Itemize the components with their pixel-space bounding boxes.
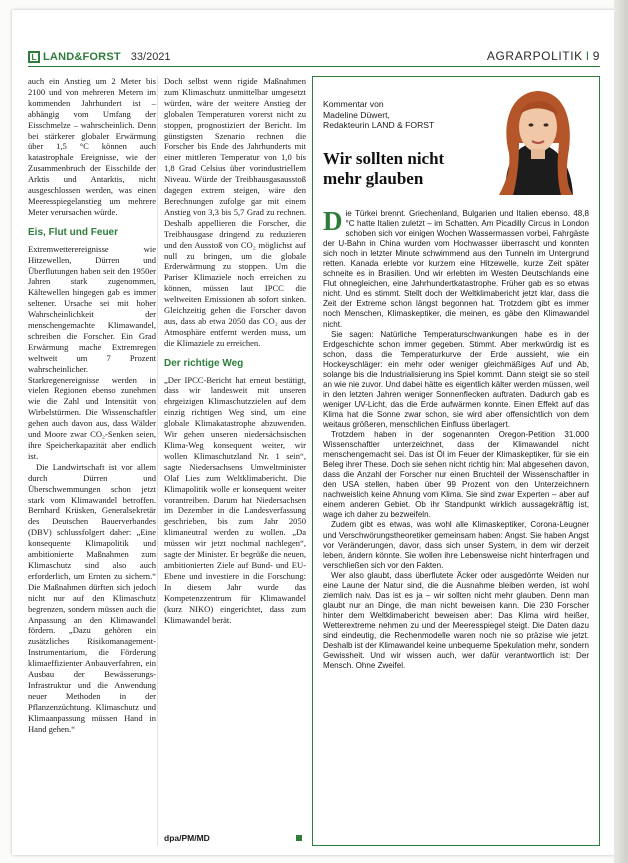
comment-text <box>323 209 589 839</box>
article-column-2 <box>164 76 306 846</box>
issue-number: 33/2021 <box>130 51 171 63</box>
paragraph: Die Landwirtschaft ist vor allem durch Dürren und Überschwemmungen schon jetzt stark vom Klimawandel betroffen. Bernhard Krüsken, Generalsekretär des Deutschen Bauerverbandes (DBV) schlussfolgert daher: „Eine konsequente Klimapolitik und ambitionierte Maßnahmen zum Klimaschutz sind also auch erforderlich, um Ernten zu sichern.“ Die Maßnahmen dürften sich jedoch nicht nur auf den Klimaschutz begrenzen, sondern müssen auch die Anpassung an den Klimawandel fördern. „Dazu gehören ein zusätzliches Risikomanagement-Instrumentarium, die Förderung klimaeffizienter Anbauverfahren, ein Ausbau der Bewässerungs-Infrastruktur und die Anwendung neuer Methoden in der Pflanzenzüchtung. Klimaschutz und Klimaanpassung müssen Hand in Hand gehen.“ <box>28 461 156 734</box>
column-divider <box>157 76 158 846</box>
masthead <box>28 50 171 64</box>
paragraph: Zudem gibt es etwas, was wohl alle Klimaskeptiker, Corona-Leugner und Verschwörungstheoretiker gemeinsam haben: Angst. Sie haben Angst vor Veränderungen, davor, dass sich unser System, in dem wir derzeit leben, ändern könnte. Sie wollen ihre Lebensweise nicht hinterfragen und verschließen sich vor den Fakten. <box>323 520 589 570</box>
author-name: Madeline Düwert, <box>323 109 390 120</box>
kicker-line: Kommentar von <box>323 99 384 109</box>
header-rule <box>28 66 600 67</box>
paragraph: auch ein Anstieg um 2 Meter bis 2100 und von mehreren Metern im kommenden Jahrhundert ist – abhängig vom Umfang der Eisschmelze – wahrscheinlich. Denn bei stärkerer globaler Erwärmung über 1,5 °C können auch katastrophale Ereignisse, wie der Zusammenbruch der Eisschilde der Arktis und Antarktis, nicht ausgeschlossen werden, was einen Meeresspiegelanstieg um mehrere Meter verursachen würde. <box>28 76 156 217</box>
section-header <box>487 49 600 63</box>
paragraph: Die Türkei brennt. Griechenland, Bulgarien und Italien ebenso. 48,8 °C hatte Italien zuletzt – im Schatten. Am Picadilly Circus in London schoben sich vor einigen Wochen Wassermassen vorbei, Fahrgäste der U-Bahn in China wurden vom Hochwasser überrascht und konnten sich noch in letzter Minute schwimmend aus den Tunneln im Untergrund retten. Kanada erlebte vor kurzem eine Hitzewelle, kurze Zeit später schneite es in Brasilien. Und wir erlebten im Westen Deutschlands eine Flut ohnegleichen, eine Jahrhundertkatastrophe. Früher gab es so etwas nicht. Und es stimmt. Stellt doch der Weltklimabericht jetzt klar, dass die Zeit der Extreme schon längst begonnen hat. Trotzdem gibt es immer noch Menschen, Klimaskeptiker, die meinen, es gäbe den Klimawandel nicht. <box>323 209 589 329</box>
paragraph: Extremwetterereignisse wie Hitzewellen, Dürren und Überflutungen haben seit den 1950er Jahren stark zugenommen, Kältewellen hingegen gab es immer seltener. Ursache sei mit hoher Wahrscheinlichkeit der menschengemachte Klimawandel, schreiben die Forscher. Ein Grad Erwärmung mache Extremregen weltweit um 7 Prozent wahrscheinlicher. Starkregenereignisse werden in vielen Regionen ebenso zunehmen wie die Zahl und Intensität von Wirbelstürmen. Die Wissenschaftler gehen auch davon aus, dass Wälder und Moore zwar CO₂-Senken seien, ihre Speicherkapazität aber endlich ist. <box>28 243 156 461</box>
section-separator: I <box>585 49 590 63</box>
end-mark-icon <box>296 835 302 841</box>
paragraph: Sie sagen: Natürliche Temperaturschwankungen habe es in der Erdgeschichte schon immer gegeben. Stimmt. Aber merkwürdig ist es schon, dass die Temperaturkurve der Erde aussieht, wie ein Hockeyschläger: ein mehr oder weniger gleichmäßiges Auf und Ab, solange bis die Industrialisierung ins Spiel kommt. Dann steigt sie so steil an wie nie zuvor. Und dabei hätte es eigentlich kälter werden müssen, weil in den letzten Jahren weniger Sonnenflecken auftraten. Dadurch gab es weniger UV-Licht, das die Erde aufwärmen konnte. Einen Effekt auf das Klima hat die Sonne zwar schon, sie wird aber offensichtlich von dem weitaus größeren, menschlichen Einfluss überlagert. <box>323 329 589 429</box>
paragraph: „Der IPCC-Bericht hat erneut bestätigt, dass wir landesweit mit unseren ehrgeizigen Klimaschutzzielen auf dem einzig richtigen Weg sind, um eine globale Klimakatastrophe abzuwenden. Wir gehen unseren niedersächsischen Klima-Weg konsequent weiter, wir wollen Klimaschutzland Nr. 1 sein“, sagte Niedersachsens Umweltminister Olaf Lies zum Weltklimabericht. Die Klimapolitik wolle er konsequent weiter vorantreiben. Darum hat Niedersachsen im Dezember in die Landesverfassung geschrieben, bis zum Jahr 2050 klimaneutral werden zu wollen. „Da müssen wir jetzt nochmal nachlegen“, sagte der Minister. Er begrüße die neuen, ambitionierten Ziele auf Bund- und EU-Ebene und investiere in die Forschung: In diesem Jahr wurde das Kompetenzzentrum für Klimawandel (kurz NIKO) eingerichtet, dass zum Klimawandel berät. <box>164 374 306 625</box>
drop-cap: D <box>323 209 343 236</box>
subheading: Der richtige Weg <box>164 357 244 369</box>
paragraph: Trotzdem haben in der sogenannten Oregon-Petition 31.000 Wissenschaftler unterzeichnet, dass der Klimawandel nicht menschengemacht sei. Das ist Öl im Feuer der Klimaskeptiker, für sie ein Beleg ihrer These. Doch sie sehen nicht richtig hin: Mal abgesehen davon, dass die Anzahl der Forscher nur einen Bruchteil der Wissenschaftler in den USA stellen, haben über 99 Prozent von den Unterzeichnern nachweislich keine Ahnung vom Klima. Sie sind zwar Experten – aber auf einem anderen Gebiet. Ob ihr Standpunkt wirklich aussagekräftig ist, wage ich daher zu bezweifeln. <box>323 430 589 520</box>
section-title: AGRARPOLITIK <box>486 49 583 63</box>
comment-headline: Wir sollten nicht mehr glauben <box>323 149 445 188</box>
page-spine <box>614 0 628 863</box>
article-byline: dpa/PM/MD <box>164 833 210 843</box>
brand-logo-icon: L <box>28 51 40 63</box>
brand-name: LAND&FORST <box>43 51 121 63</box>
page-number: 9 <box>592 49 600 63</box>
paragraph: Wer also glaubt, dass überflutete Äcker oder ausgedörrte Weiden nur eine Laune der Natur sind, die die Ausnahme bleiben werden, ist wohl ziemlich naiv. Das ist es ja – wir sollten nicht mehr glauben. Denn man glaubt nur an Dinge, die man nicht beweisen kann. Die 230 Forscher hinter dem Weltklimabericht beweisen aber: Das Klima wird heißer, Wetterextreme nehmen zu und der Meeresspiegel steigt. Die Daten dazu sind eindeutig, die Rechenmodelle waren noch nie so präzise wie jetzt. Deshalb ist der Klimawandel keine unbequeme Spekulation mehr, sondern Gewissheit. Und wir wissen auch, wer dafür verantwortlich ist: Der Mensch. Ohne Zweifel. <box>323 570 589 671</box>
comment-box <box>312 76 600 846</box>
paragraph: Doch selbst wenn rigide Maßnahmen zum Klimaschutz unmittelbar umgesetzt würden, wäre der weitere Anstieg der globalen Temperaturen vorerst nicht zu stoppen, prognostiziert der Bericht. Im günstigsten Szenario rechnen die Forscher bis Ende des Jahrhunderts mit einer mittleren Temperatur von 1,0 bis 1,8 Grad Celsius über vorindustriellem Niveau. Würde der Treibhausgasausstoß dagegen extrem steigen, wäre den Berechnungen zufolge gar mit einem Anstieg von 3,3 bis 5,7 Grad zu rechnen. Deshalb appellieren die Forscher, die Treibhausgase dringend zu reduzieren und den Ausstoß von CO₂ möglichst auf null zu bringen, um die globale Erderwärmung zu stoppen. Um die Pariser Klimaziele noch erreichen zu können, müssen laut IPCC die weltweiten Emissionen ab sofort sinken. Gleichzeitig gehen die Forscher davon aus, dass ab etwa 2050 das CO₂ aus der Atmosphäre entfernt werden muss, um die Klimaziele zu erreichen. <box>164 76 306 348</box>
comment-header <box>313 77 599 201</box>
author-portrait <box>475 83 595 195</box>
author-role: Redakteurin LAND & FORST <box>323 120 435 130</box>
comment-kicker <box>323 99 463 131</box>
article-column-1 <box>28 76 156 846</box>
subheading: Eis, Flut und Feuer <box>28 226 119 238</box>
